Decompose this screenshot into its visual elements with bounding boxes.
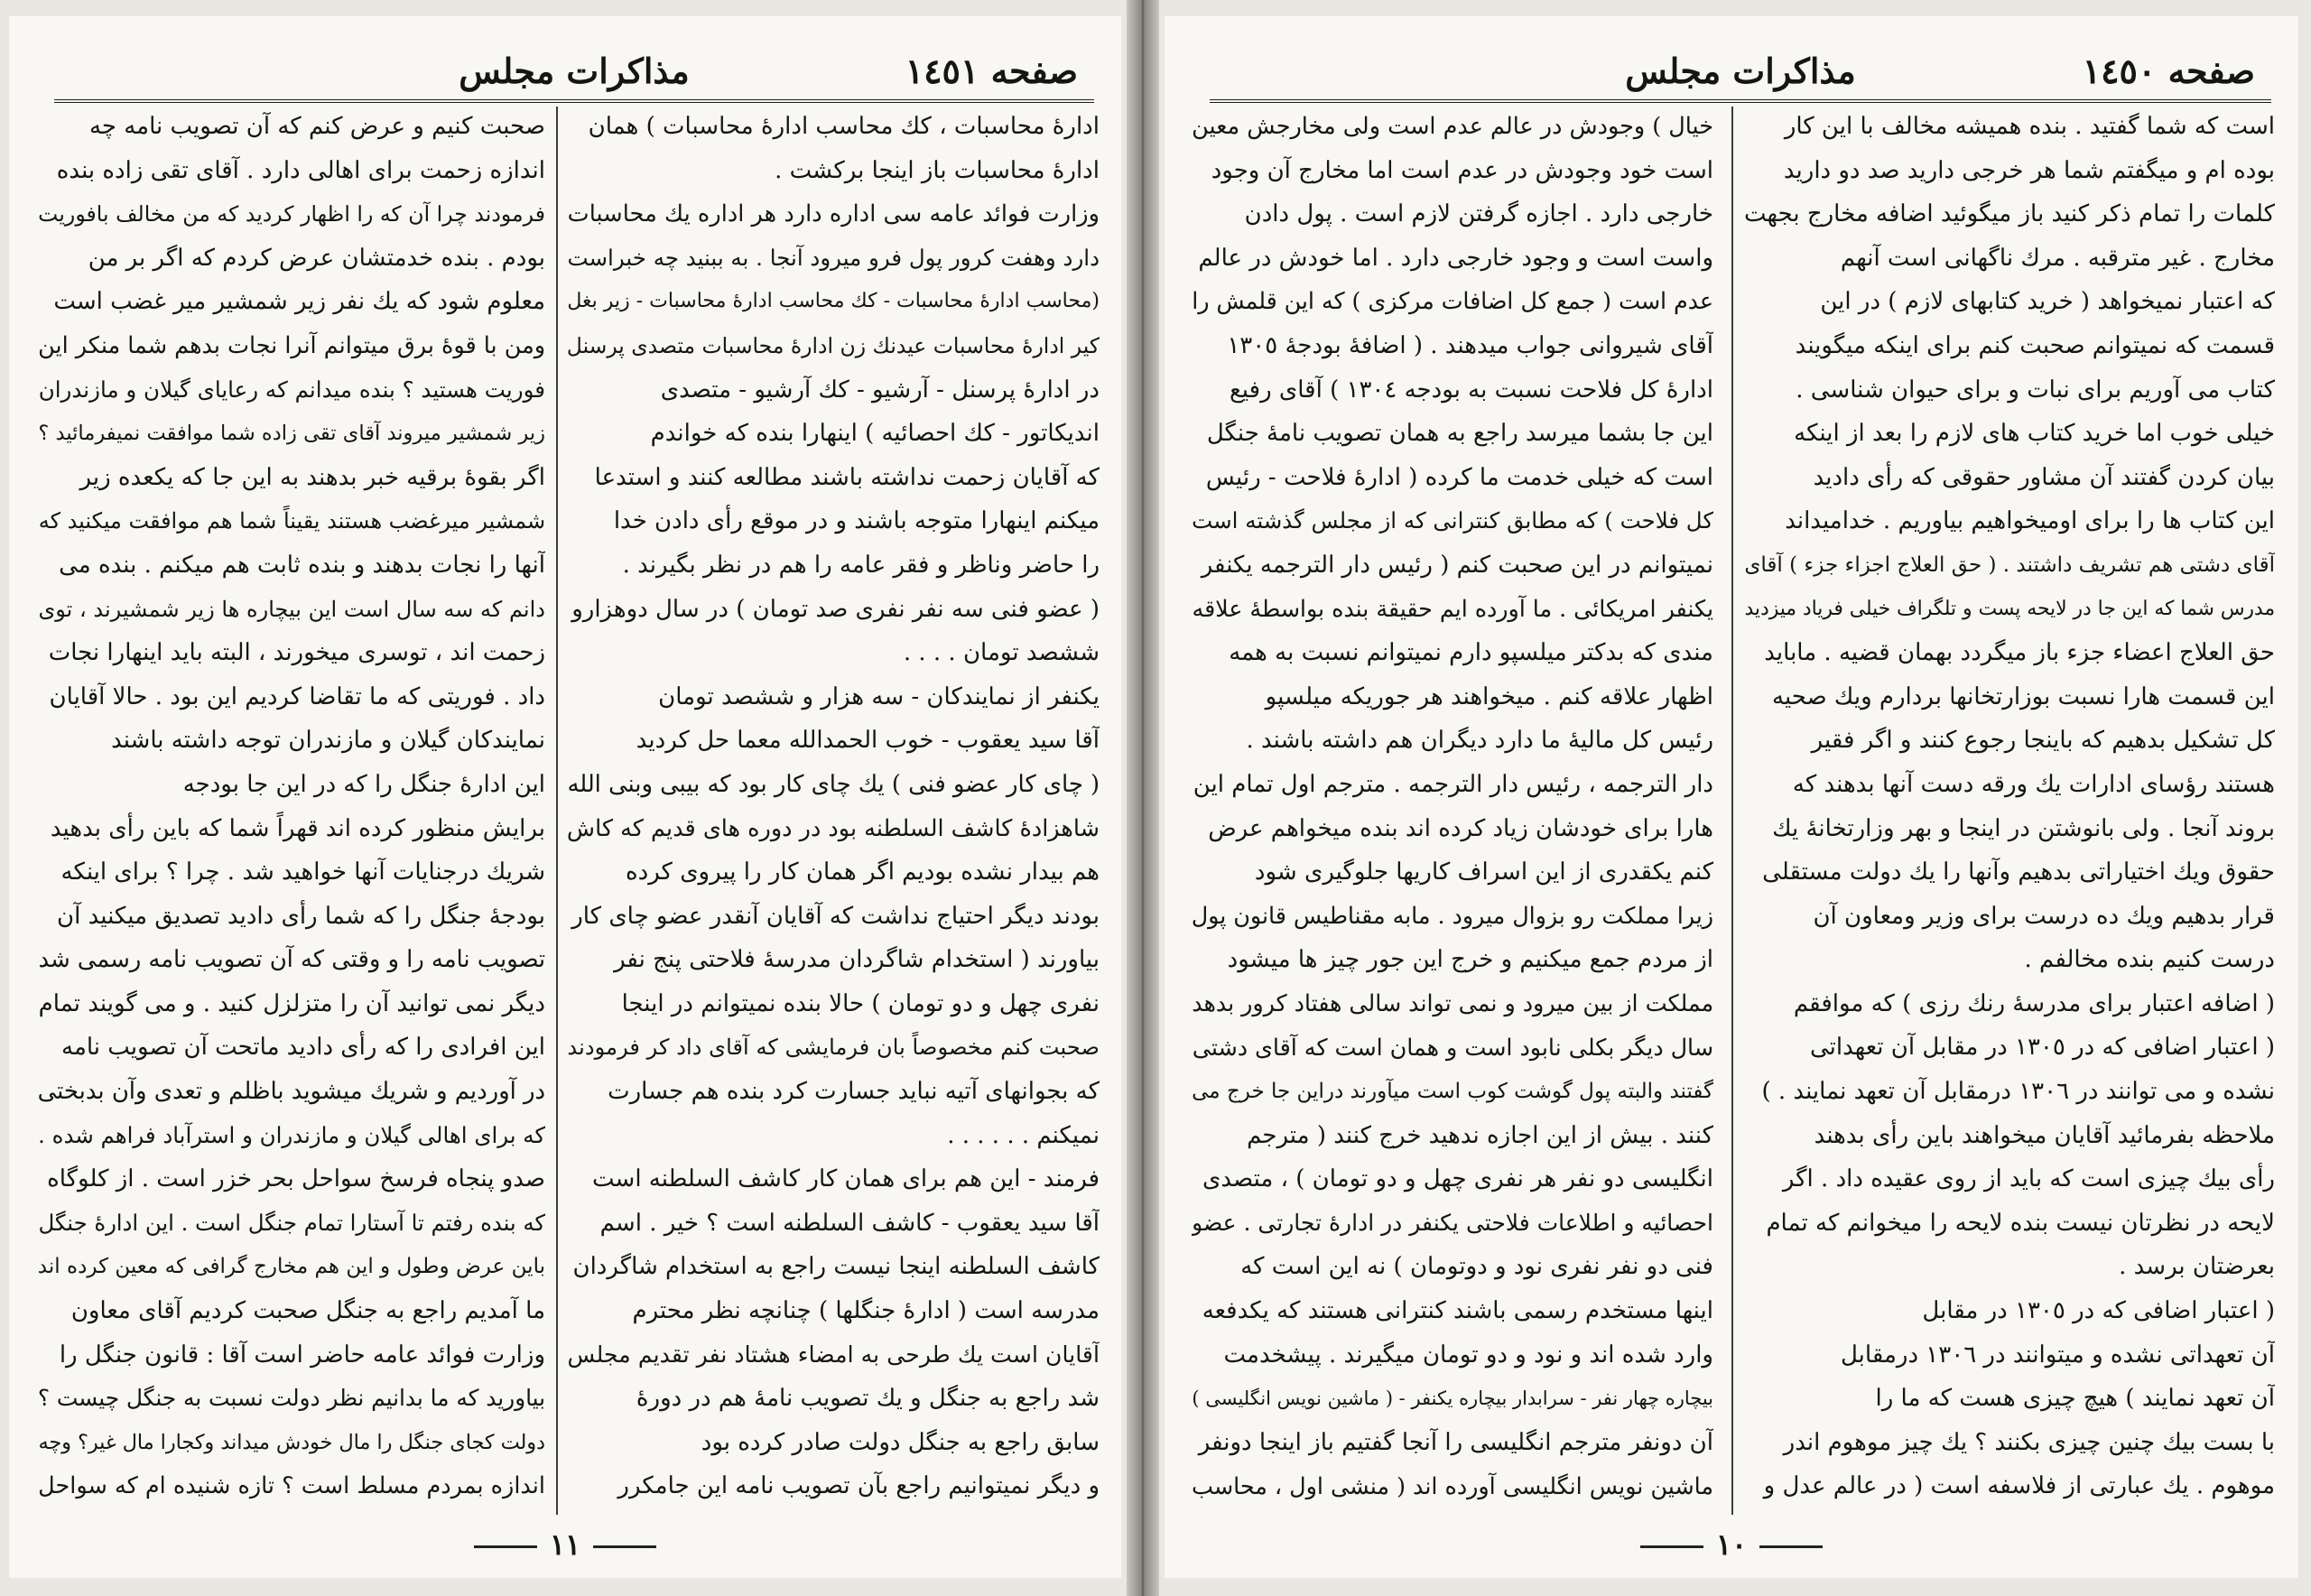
text-line: عدم است ( جمع كل اضافات مركزی ) كه اين قلمش را — [1192, 288, 1713, 315]
text-line: كه بنده رفتم تا آستارا تمام جنگل است . اين ادارهٔ جنگل — [38, 1209, 545, 1236]
text-line: كه برای اهالی گيلان و مازندران و استرآباد فراهم شده . — [38, 1121, 545, 1148]
text-line: آن دونفر مترجم انگليسی را آنجا گفتيم باز اينجا دونفر — [1198, 1428, 1713, 1456]
text-line: بيان كردن گفتند آن مشاور حقوقی كه رأی داديد — [1813, 463, 2275, 491]
text-line: مخارج . غير مترقبه . مرك ناگهانی است آنهم — [1840, 244, 2275, 272]
text-line: اين ادارهٔ جنگل را كه در اين جا بودجه — [182, 770, 545, 798]
text-line: بياوريد كه ما بدانيم نظر دولت نسبت به جنگل چيست ؟ — [38, 1385, 545, 1412]
text-line: است خود وجودش در عدم است اما مخارج آن وجود — [1211, 156, 1713, 184]
text-line: بوده ام و ميگفتم شما هر خرجی داريد صد دو داريد — [1783, 156, 2275, 184]
left-page-header — [54, 42, 1094, 103]
text-line: رأی بيك چيزی است كه بايد از روی عقيده داد . اگر — [1782, 1165, 2275, 1193]
text-line: اين جا بشما ميرسد راجع به همان تصويب نامهٔ جنگل — [1206, 420, 1713, 448]
text-line: كل تشكيل بدهيم كه باينجا رجوع كنند و اگر فقير — [1811, 727, 2275, 755]
left-page-footer — [9, 1527, 1121, 1562]
text-line: اندازه بمردم مسلط است ؟ تازه شنيده ام كه سواحل — [38, 1472, 545, 1500]
text-line: فرمودند چرا آن كه را اظهار كرديد كه من مخالف بافوريت — [38, 201, 545, 227]
text-line: شد راجع به جنگل و يك تصويب نامهٔ هم در دورهٔ — [636, 1385, 1100, 1413]
text-line: گفتند والبته پول گوشت كوب است ميآورند دراين جا خرج می — [1192, 1080, 1713, 1104]
text-line: زيرا مملكت رو بزوال ميرود . مابه مقناطيس قانون پول — [1192, 902, 1713, 929]
text-line: يكنفر امريكائی . ما آورده ايم حقيقة بنده بواسطهٔ علاقه — [1192, 595, 1713, 622]
text-line: باين عرض وطول و اين هم مخارج گرافی كه معين كرده اند — [38, 1255, 545, 1279]
text-line: هارا برای خودشان زياد كرده اند بنده ميخواهم عرض — [1208, 814, 1713, 842]
text-line: صدو پنجاه فرسخ سواحل بحر خزر است . از كلوگاه — [47, 1165, 545, 1193]
text-line: معلوم شود كه يك نفر زير شمشير مير غضب است — [53, 288, 545, 316]
text-line: نميتوانم در اين صحبت كنم ( رئيس دار الترجمه يكنفر — [1201, 551, 1713, 579]
text-line: صحبت كنم مخصوصاً بان فرمايشی كه آقای داد كر فرمودند — [567, 1035, 1100, 1061]
text-line: احصائيه و اطلاعات فلاحتی يكنفر در ادارهٔ تجارتی . عضو — [1192, 1209, 1713, 1236]
text-line: است كه شما گفتيد . بنده هميشه مخالف با اين كار — [1784, 113, 2275, 140]
text-line: از مردم جمع ميكنيم و خرج اين جور چيز ها ميشود — [1227, 946, 1713, 974]
text-line: آقايان است يك طرحی به امضاء هشتاد نفر تقديم مجلس — [567, 1341, 1100, 1368]
text-line: ملاحظه بفرمائيد آقايان ميخواهند باين رأی بدهند — [1814, 1121, 2275, 1149]
left-page — [9, 16, 1121, 1578]
text-line: كنند . بيش از اين اجازه ندهيد خرج كنند ( مترجم — [1247, 1121, 1713, 1149]
text-line: لايحه در نظرتان نيست بنده لايحه را ميخوانم كه تمام — [1766, 1209, 2275, 1237]
text-line: درست كنيم بنده مخالفم . — [2024, 946, 2275, 974]
text-line: ديگر نمی توانيد آن را متزلزل كنيد . و می گويند تمام — [38, 989, 545, 1017]
text-line: ادارهٔ كل فلاحت نسبت به بودجه ١٣٠٤ ) آقای رفيع — [1229, 376, 1713, 404]
text-line: رئيس كل ماليهٔ ما دارد ديگران هم داشته باشند . — [1246, 727, 1713, 755]
text-line: زير شمشير ميروند آقای تقی زاده شما موافقت نميفرمائيد ؟ — [38, 422, 545, 446]
text-line: آن تعهد نمايند ) هيچ چيزی هست كه ما را — [1875, 1385, 2275, 1413]
text-line: كلمات را تمام ذكر كنيد باز ميگوئيد اضافه مخارج بجهت — [1744, 200, 2275, 228]
text-line: را حاضر وناظر و فقر عامه را هم در نظر بگيرند . — [622, 551, 1100, 579]
text-line: ( اعتبار اضافی كه در ١٣٠٥ در مقابل آن تعهداتی — [1810, 1034, 2275, 1062]
text-line: برايش منظور كرده اند قهراً شما كه باين رأی بدهيد — [50, 814, 545, 842]
text-line: (محاسب ادارهٔ محاسبات - كك محاسب ادارهٔ محاسبات - زير بغل — [567, 290, 1100, 313]
text-line: وزارت فوائد عامه سی اداره دارد هر اداره يك محاسبات — [567, 200, 1100, 228]
right-page-footer — [1165, 1527, 2298, 1562]
text-line: وارد شده اند و نود و دو تومان ميگيرند . پيشخدمت — [1223, 1341, 1713, 1369]
text-line: كير ادارهٔ محاسبات عيدنك زن ادارهٔ محاسبات متصدی پرسنل — [567, 332, 1100, 358]
text-line: كنم يكقدری از اين اسراف كاريها جلوگيری شود — [1254, 858, 1713, 886]
text-line: ومن با قوهٔ برق ميتوانم آنرا نجات بدهم شما منكر اين — [38, 331, 545, 359]
text-line: و ديگر نميتوانيم راجع بآن تصويب نامه اين جامكرر — [617, 1472, 1100, 1500]
text-line: اين كتاب ها را برای اوميخواهيم بياوريم . خداميداند — [1785, 507, 2275, 535]
text-line: فوريت هستيد ؟ بنده ميدانم كه رعايای گيلان و مازندران — [38, 376, 545, 403]
left-running-title: مذاكرات مجلس — [459, 50, 690, 91]
text-line: نمايندكان گيلان و مازندران توجه داشته باشند — [111, 727, 545, 755]
text-line: اظهار علاقه كنم . ميخواهند هر جوريكه ميلسپو — [1265, 682, 1713, 710]
text-line: شريك درجنايات آنها خواهيد شد . چرا ؟ برای اينكه — [60, 858, 545, 886]
text-line: در ادارهٔ پرسنل - آرشيو - كك آرشيو - متصدی — [660, 376, 1100, 404]
text-line: ششصد تومان . . . . — [903, 639, 1100, 667]
text-line: قرار بدهيم ويك ده درست برای وزير ومعاون آن — [1813, 902, 2275, 930]
text-line: انگليسی دو نفر هر نفری چهل و دو تومان ) ، متصدی — [1202, 1165, 1713, 1193]
text-line: نشده و می توانند در ١٣٠٦ درمقابل آن تعهد نمايند . ) — [1761, 1078, 2275, 1106]
text-line: مملكت از بين ميرود و نمی تواند سالی هفتاد كرور بدهد — [1192, 989, 1713, 1016]
text-line: هستند رؤسای ادارات يك ورقه دست آنها بدهند كه — [1792, 770, 2275, 798]
text-line: ادارهٔ محاسبات ، كك محاسب ادارهٔ محاسبات ) همان — [588, 113, 1100, 140]
text-line: صحبت كنيم و عرض كنم كه آن تصويب نامه چه — [88, 113, 545, 140]
text-line: فنی دو نفر نفری نود و دوتومان ) نه اين است كه — [1240, 1253, 1713, 1281]
text-line: مندی كه بدكتر ميلسپو دارم نميتوانم نسبت به همه — [1229, 639, 1713, 667]
text-line: قسمت كه نميتوانم صحبت كنم برای اينكه ميگويند — [1795, 331, 2275, 359]
text-line: در آورديم و شريك ميشويد باظلم و تعدی وآن بدبختی — [38, 1078, 545, 1106]
text-line: ( چای كار عضو فنی ) يك چای كار بود كه بيبی وبنی الله — [567, 770, 1100, 798]
text-line: شمشير ميرغضب هستند يقيناً شما هم موافقت ميكنيد كه — [38, 508, 545, 534]
text-line: بودجهٔ جنگل را كه شما رأی داديد تصديق ميكنيد آن — [57, 902, 545, 930]
right-page — [1165, 16, 2298, 1578]
text-line: هم بيدار نشده بوديم اگر همان كار را پيروی كرده — [626, 858, 1100, 886]
text-line: وزارت فوائد عامه حاضر است آقا : قانون جنگل را — [59, 1341, 545, 1369]
text-line: كه اعتبار نميخواهد ( خريد كتابهای لازم ) در اين — [1820, 288, 2275, 316]
text-line: زحمت اند ، توسری ميخورند ، البته بايد اينهارا نجات — [48, 639, 545, 667]
text-line: اين قسمت هارا نسبت بوزارتخانها بردارم ويك صحيه — [1772, 682, 2275, 710]
text-line: اگر بقوهٔ برقيه خبر بدهند به اين جا كه يكعده زير — [79, 463, 545, 491]
right-footer-number: ١٠ — [1715, 1527, 1748, 1562]
text-line: كه بجوانهای آتيه نبايد جسارت كرد بنده هم جسارت — [608, 1078, 1100, 1106]
text-line: كه آقايان زحمت نداشته باشند مطالعه كنند و استدعا — [594, 463, 1100, 491]
text-line: كتاب می آوريم برای نبات و برای حيوان شناسی . — [1796, 376, 2275, 404]
text-line: آقای شيروانی جواب ميدهند . ( اضافهٔ بودجهٔ ١٣٠٥ — [1227, 331, 1713, 359]
text-line: ( اضافه اعتبار برای مدرسهٔ رنك رزی ) كه موافقم — [1793, 989, 2275, 1017]
right-column-left — [1192, 105, 1713, 1531]
text-line: موهوم . يك عبارتی از فلاسفه است ( در عالم عدل و — [1763, 1472, 2275, 1500]
text-line: كل فلاحت ) كه مطابق كنترانی كه از مجلس گذشته است — [1192, 507, 1713, 534]
text-line: با بست بيك چنين چيزی بكنند ؟ يك چيز موهوم اندر — [1783, 1428, 2275, 1456]
text-line: ( اعتبار اضافی كه در ١٣٠٥ در مقابل — [1922, 1297, 2275, 1325]
text-line: بودند ديگر احتياج نداشت كه آقايان آنقدر عضو چای كار — [571, 902, 1100, 930]
text-line: تصويب نامه را و وقتی كه آن تصويب نامه رسمی شد — [38, 946, 545, 974]
text-line: اينها مستخدم رسمی باشند كنترانی هستند كه يكدفعه — [1202, 1297, 1713, 1325]
text-line: بياورند ( استخدام شاگردان مدرسهٔ فلاحتی پنج نفر — [614, 946, 1100, 974]
right-column-separator — [1731, 107, 1733, 1515]
text-line: آن تعهداتی نشده و ميتوانند در ١٣٠٦ درمقابل — [1840, 1341, 2275, 1369]
text-line: يكنفر از نمايندكان - سه هزار و ششصد تومان — [658, 682, 1100, 710]
text-line: كاشف السلطنه اينجا نيست راجع به استخدام شاگردان — [572, 1253, 1100, 1281]
text-line: داد . فوريتی كه ما تقاضا كرديم اين بود . حالا آقايان — [49, 682, 545, 710]
text-line: آقا سيد يعقوب - كاشف السلطنه است ؟ خير . اسم — [599, 1209, 1100, 1237]
text-line: دانم كه سه سال است اين بيچاره ها زير شمشيرند ، توی — [38, 596, 545, 622]
right-page-header — [1210, 42, 2271, 103]
text-line: فرمند - اين هم برای همان كار كاشف السلطنه است — [592, 1165, 1100, 1193]
text-line: مدرسه است ( ادارهٔ جنگلها ) چنانچه نظر محترم — [632, 1297, 1100, 1325]
text-line: مدرس شما كه اين جا در لايحه پست و تلگراف خيلی فرياد ميزديد — [1744, 597, 2275, 620]
left-page-number-label: صفحه ١٤٥١ — [905, 50, 1078, 91]
book-gutter — [1127, 0, 1159, 1596]
text-line: بودم . بنده خدمتشان عرض كردم كه اگر بر من — [88, 244, 545, 272]
text-line: است كه خيلی خدمت ما كرده ( ادارهٔ فلاحت - رئيس — [1205, 463, 1713, 491]
right-column-right — [1744, 105, 2275, 1531]
left-column-left — [38, 105, 545, 1531]
left-column-right — [567, 105, 1100, 1531]
text-line: آنها را نجات بدهند و بنده ثابت هم ميكنم . بنده می — [59, 551, 545, 579]
text-line: دولت كجای جنگل را مال خودش ميداند وكجارا مال غير؟ وچه — [38, 1430, 545, 1454]
text-line: ( عضو فنی سه نفر نفری صد تومان ) در سال دوهزارو — [571, 595, 1100, 623]
text-line: آقا سيد يعقوب - خوب الحمدالله معما حل كرديد — [636, 727, 1100, 755]
text-line: ميكنم اينهارا متوجه باشند و در موقع رأی دادن خدا — [613, 507, 1100, 535]
text-line: بروند آنجا . ولی بانوشتن در اينجا و بهر وزارتخانهٔ يك — [1772, 814, 2275, 842]
text-line: بعرضتان برسد . — [2119, 1253, 2275, 1281]
text-line: نميكنم . . . . . . — [947, 1121, 1100, 1149]
text-line: آقای دشتی هم تشريف داشتند . ( حق العلاج اجزاء جزء ) آقای — [1744, 552, 2275, 577]
text-line: نفری چهل و دو تومان ) حالا بنده نميتوانم در اينجا — [621, 989, 1100, 1017]
text-line: شاهزادهٔ كاشف السلطنه بود در دوره های قديم كه كاش — [567, 814, 1100, 842]
text-line: واست است و وجود خارجی دارد . اما خودش در عالم — [1198, 244, 1713, 272]
text-line: خيلی خوب اما خريد كتاب های لازم را بعد از اينكه — [1794, 420, 2275, 448]
text-line: سابق راجع به جنگل دولت صادر كرده بود — [701, 1428, 1100, 1456]
right-page-number-label: صفحه ١٤٥٠ — [2082, 50, 2255, 91]
text-line: ما آمديم راجع به جنگل صحبت كرديم آقای معاون — [70, 1297, 545, 1325]
text-line: خارجی دارد . اجازه گرفتن لازم است . پول دادن — [1244, 200, 1713, 228]
text-line: سال ديگر بكلی نابود است و همان است كه آقای دشتی — [1192, 1034, 1713, 1062]
text-line: حق العلاج اعضاء جزء باز ميگردد بهمان قضيه . مابايد — [1764, 639, 2275, 667]
text-line: اندازه زحمت برای اهالی دارد . آقای تقی زاده بنده — [56, 156, 545, 184]
text-line: دار الترجمه ، رئيس دار الترجمه . مترجم اول تمام اين — [1193, 770, 1713, 798]
text-line: بيچاره چهار نفر - سرابدار بيچاره يكنفر - ( ماشين نويس انگليسی ) — [1192, 1387, 1713, 1410]
text-line: انديكاتور - كك احصائيه ) اينهارا بنده كه خواندم — [650, 420, 1100, 448]
left-footer-number: ١١ — [549, 1527, 581, 1562]
text-line: خيال ) وجودش در عالم عدم است ولی مخارجش معين — [1192, 113, 1713, 140]
text-line: ادارهٔ محاسبات باز اينجا بركشت . — [775, 156, 1100, 184]
text-line: ماشين نويس انگليسی آورده اند ( منشی اول ، محاسب — [1192, 1472, 1713, 1500]
right-running-title: مذاكرات مجلس — [1625, 50, 1856, 91]
text-line: اين افرادی را كه رأی داديد ماتحت آن تصويب نامه — [61, 1034, 545, 1062]
left-column-separator — [556, 107, 558, 1515]
text-line: حقوق ويك اختياراتی بدهيم وآنها را يك دولت مستقلی — [1762, 858, 2275, 886]
text-line: دارد وهفت كرور پول فرو ميرود آنجا . به ببنيد چه خبراست — [567, 244, 1100, 271]
